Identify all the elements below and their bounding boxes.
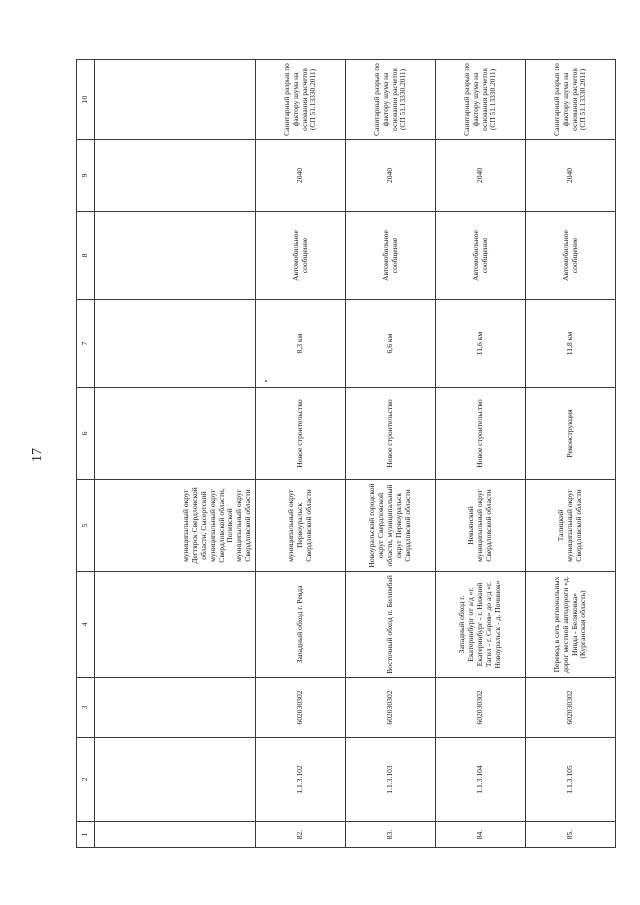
- column-header: 10: [77, 60, 95, 140]
- cell-oktmo: 602030302: [256, 678, 346, 738]
- table-cell: [95, 140, 256, 212]
- table-cell: [95, 300, 256, 388]
- table-header-row: [77, 60, 95, 848]
- cell-zone: Санитарный разрыв по фактору шума на основании расчетов (СП 51.13330.2011): [256, 60, 346, 140]
- table-row: [526, 60, 616, 848]
- registry-table: [76, 59, 616, 848]
- cell-number: 82.: [256, 822, 346, 848]
- column-header: 2: [77, 738, 95, 822]
- cell-code: 1.1.3.103: [346, 738, 436, 822]
- cell-oktmo: 602030302: [526, 678, 616, 738]
- cell-year: 2040: [436, 140, 526, 212]
- cell-name: Западный обход г. Ревда: [256, 572, 346, 678]
- cell-name: Западный обход г. Екатеринбург от а/д «г. Екатеринбург - г. Нижний Тагил - г. Серов» до а/д «г. Новоуральск - д. Починок»: [436, 572, 526, 678]
- cell-code: 1.1.3.102: [256, 738, 346, 822]
- cell-length: 8,3 км: [256, 300, 346, 388]
- table-cell: [95, 822, 256, 848]
- column-header: 9: [77, 140, 95, 212]
- column-header: 6: [77, 388, 95, 480]
- column-header: 4: [77, 572, 95, 678]
- cell-zone: Санитарный разрыв по фактору шума на основании расчетов (СП 51.13330.2011): [526, 60, 616, 140]
- cell-year: 2040: [526, 140, 616, 212]
- page-number: 17: [30, 448, 45, 462]
- column-header: 3: [77, 678, 95, 738]
- cell-oktmo: 602030302: [436, 678, 526, 738]
- cell-location: Талицкий муниципальный округ Свердловской области: [526, 480, 616, 572]
- table-cell: [95, 388, 256, 480]
- cell-location: муниципальный округ Дегтярск Свердловской области, Сысертский муниципальный округ Свердловской области, Полевской муниципальный округ Свердловской области: [95, 480, 256, 572]
- table-cell: [95, 738, 256, 822]
- cell-length: 11,8 км: [526, 300, 616, 388]
- table-cell: [95, 572, 256, 678]
- cell-number: 83.: [346, 822, 436, 848]
- cell-year: 2040: [346, 140, 436, 212]
- cell-purpose: Автомобильное сообщение: [346, 212, 436, 300]
- cell-number: 84.: [436, 822, 526, 848]
- cell-work-type: Новое строительство: [256, 388, 346, 480]
- table-continuation-row: [95, 60, 256, 848]
- cell-number: 85.: [526, 822, 616, 848]
- cell-year: 2040: [256, 140, 346, 212]
- cell-code: 1.1.3.105: [526, 738, 616, 822]
- column-header: 8: [77, 212, 95, 300]
- cell-zone: Санитарный разрыв по фактору шума на основании расчетов (СП 51.13330.2011): [346, 60, 436, 140]
- column-header: 7: [77, 300, 95, 388]
- cell-name: Восточный обход п. Билимбай: [346, 572, 436, 678]
- cell-code: 1.1.3.104: [436, 738, 526, 822]
- table-row: [436, 60, 526, 848]
- cell-purpose: Автомобильное сообщение: [526, 212, 616, 300]
- table-row: [346, 60, 436, 848]
- cell-length: 6,6 км: [346, 300, 436, 388]
- cell-work-type: Новое строительство: [436, 388, 526, 480]
- table-cell: [95, 60, 256, 140]
- column-header: 1: [77, 822, 95, 848]
- table-cell: [95, 212, 256, 300]
- cell-work-type: Новое строительство: [346, 388, 436, 480]
- cell-location: Невьянский муниципальный округ Свердловской области: [436, 480, 526, 572]
- cell-purpose: Автомобильное сообщение: [436, 212, 526, 300]
- cell-name: Перевод в сеть региональных дорог местной автодороги «д. Нивда - Беляковка» (Курганская область): [526, 572, 616, 678]
- table-cell: [95, 678, 256, 738]
- table-row: [256, 60, 346, 848]
- cell-location: муниципальный округ Первоуральск Свердловской области: [256, 480, 346, 572]
- rotated-table-wrapper: [76, 60, 588, 848]
- cell-location: Новоуральский городской округ Свердловской области, муниципальный округ Первоуральск Свердловской области: [346, 480, 436, 572]
- cell-work-type: Реконструкция: [526, 388, 616, 480]
- cell-purpose: Автомобильное сообщение: [256, 212, 346, 300]
- cell-zone: Санитарный разрыв по фактору шума на основании расчетов (СП 51.13330.2011): [436, 60, 526, 140]
- cell-length: 11,6 км: [436, 300, 526, 388]
- column-header: 5: [77, 480, 95, 572]
- cell-oktmo: 602030302: [346, 678, 436, 738]
